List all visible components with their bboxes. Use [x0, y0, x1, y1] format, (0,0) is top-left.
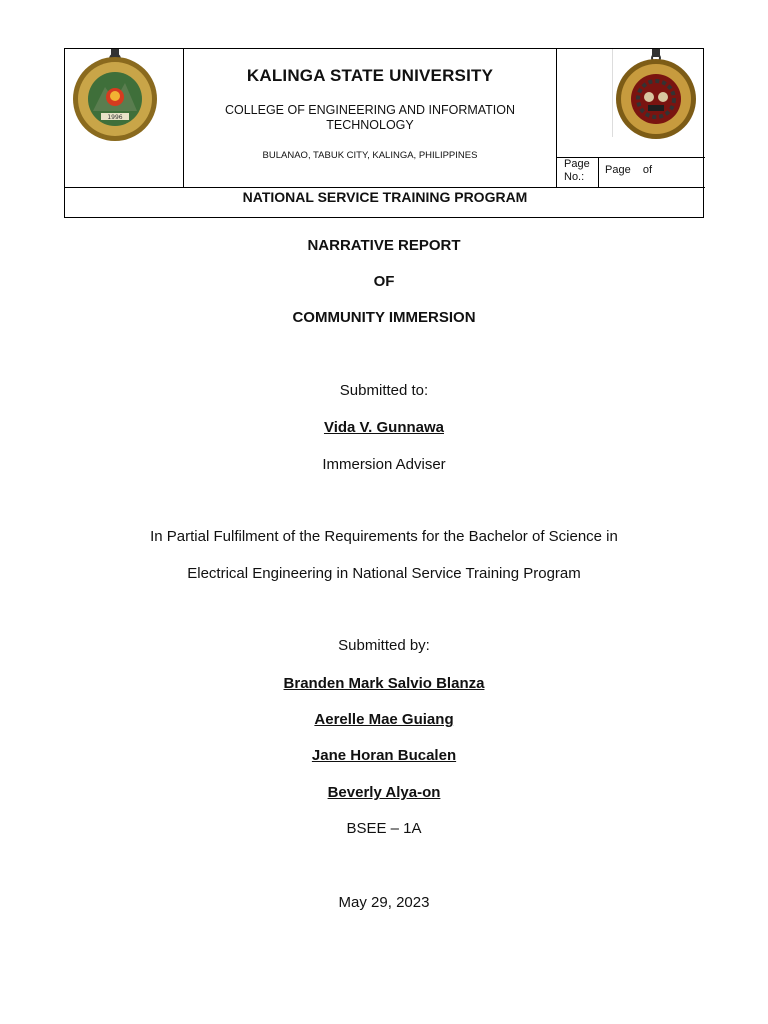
university-address: BULANAO, TABUK CITY, KALINGA, PHILIPPINES	[262, 150, 478, 161]
university-seal-icon	[71, 49, 159, 141]
college-name: COLLEGE OF ENGINEERING AND INFORMATION TECHNOLOGY	[224, 103, 516, 132]
student-name: Aerelle Mae Guiang	[314, 711, 454, 728]
adviser-role: Immersion Adviser	[322, 456, 446, 473]
fulfilment-line1: In Partial Fulfilment of the Requirements for the Bachelor of Science in	[150, 528, 618, 545]
program-name-text: NATIONAL SERVICE TRAINING PROGRAM	[242, 189, 528, 205]
page-of-text: Page of	[605, 164, 653, 176]
report-title-line3: COMMUNITY IMMERSION	[292, 309, 476, 326]
header-title-cell	[184, 49, 557, 187]
page-of-field	[599, 158, 705, 187]
submitted-to-label: Submitted to:	[339, 382, 429, 399]
student-name: Jane Horan Bucalen	[311, 747, 457, 764]
fulfilment-line2: Electrical Engineering in National Service Training Program	[187, 565, 581, 582]
submitted-by-label: Submitted by:	[338, 637, 430, 654]
left-logo-cell	[65, 49, 184, 187]
document-header	[64, 48, 704, 218]
report-title-line2: OF	[373, 273, 395, 290]
student-name: Beverly Alya-on	[327, 784, 441, 801]
report-date: May 29, 2023	[338, 894, 430, 911]
college-seal-icon	[613, 49, 699, 141]
right-logo-cell	[557, 49, 705, 158]
adviser-name: Vida V. Gunnawa	[323, 419, 445, 436]
seal-year: 1996	[107, 114, 123, 121]
university-name: KALINGA STATE UNIVERSITY	[246, 66, 494, 85]
report-title-line1: NARRATIVE REPORT	[307, 237, 461, 254]
student-name: Branden Mark Salvio Blanza	[283, 675, 485, 692]
page-no-label: Page No.:	[557, 158, 599, 187]
program-name	[65, 187, 705, 217]
section-label: BSEE – 1A	[346, 820, 422, 837]
